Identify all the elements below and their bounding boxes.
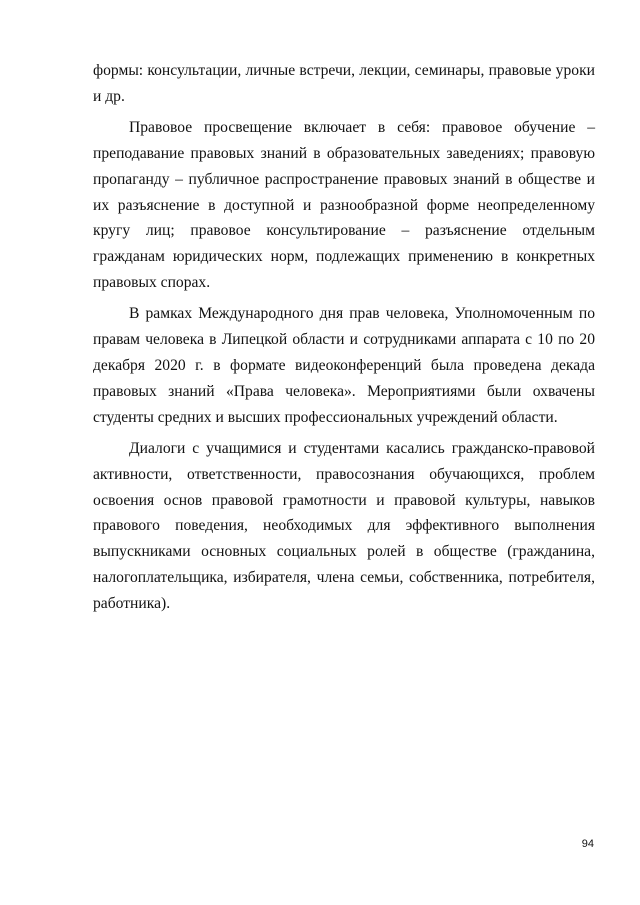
- paragraph-legal-education: Правовое просвещение включает в себя: правовое обучение – преподавание правовых знаний в образовательных заведениях; правовую пропаганду – публичное распространение правовых знаний в обществе и их разъяснение в доступной и разнообразной форме неопределенному кругу лиц; правовое консультирование – разъяснение отдельным гражданам юридических норм, подлежащих применению в конкретных правовых спорах.: [93, 118, 595, 292]
- page-number: 94: [581, 838, 594, 850]
- paragraph-human-rights-day: В рамках Международного дня прав человека, Уполномоченным по правам человека в Липецкой области и сотрудниками аппарата с 10 по 20 декабря 2020 г. в формате видеоконференций была проведена декада правовых знаний «Права человека». Мероприятиями были охвачены студенты средних и высших профессиональных учреждений области.: [93, 305, 595, 426]
- paragraph-continued: формы: консультации, личные встречи, лекции, семинары, правовые уроки и др.: [93, 62, 595, 105]
- paragraph-dialogues: Диалоги с учащимися и студентами касались гражданско-правовой активности, ответственности, правосознания обучающихся, проблем освоения основ правовой грамотности и правовой культуры, навыков правового поведения, необходимых для эффективного выполнения выпускниками основных социальных ролей в обществе (гражданина, налогоплательщика, избирателя, члена семьи, собственника, потребителя, работника).: [93, 439, 595, 613]
- body-text: [93, 58, 595, 622]
